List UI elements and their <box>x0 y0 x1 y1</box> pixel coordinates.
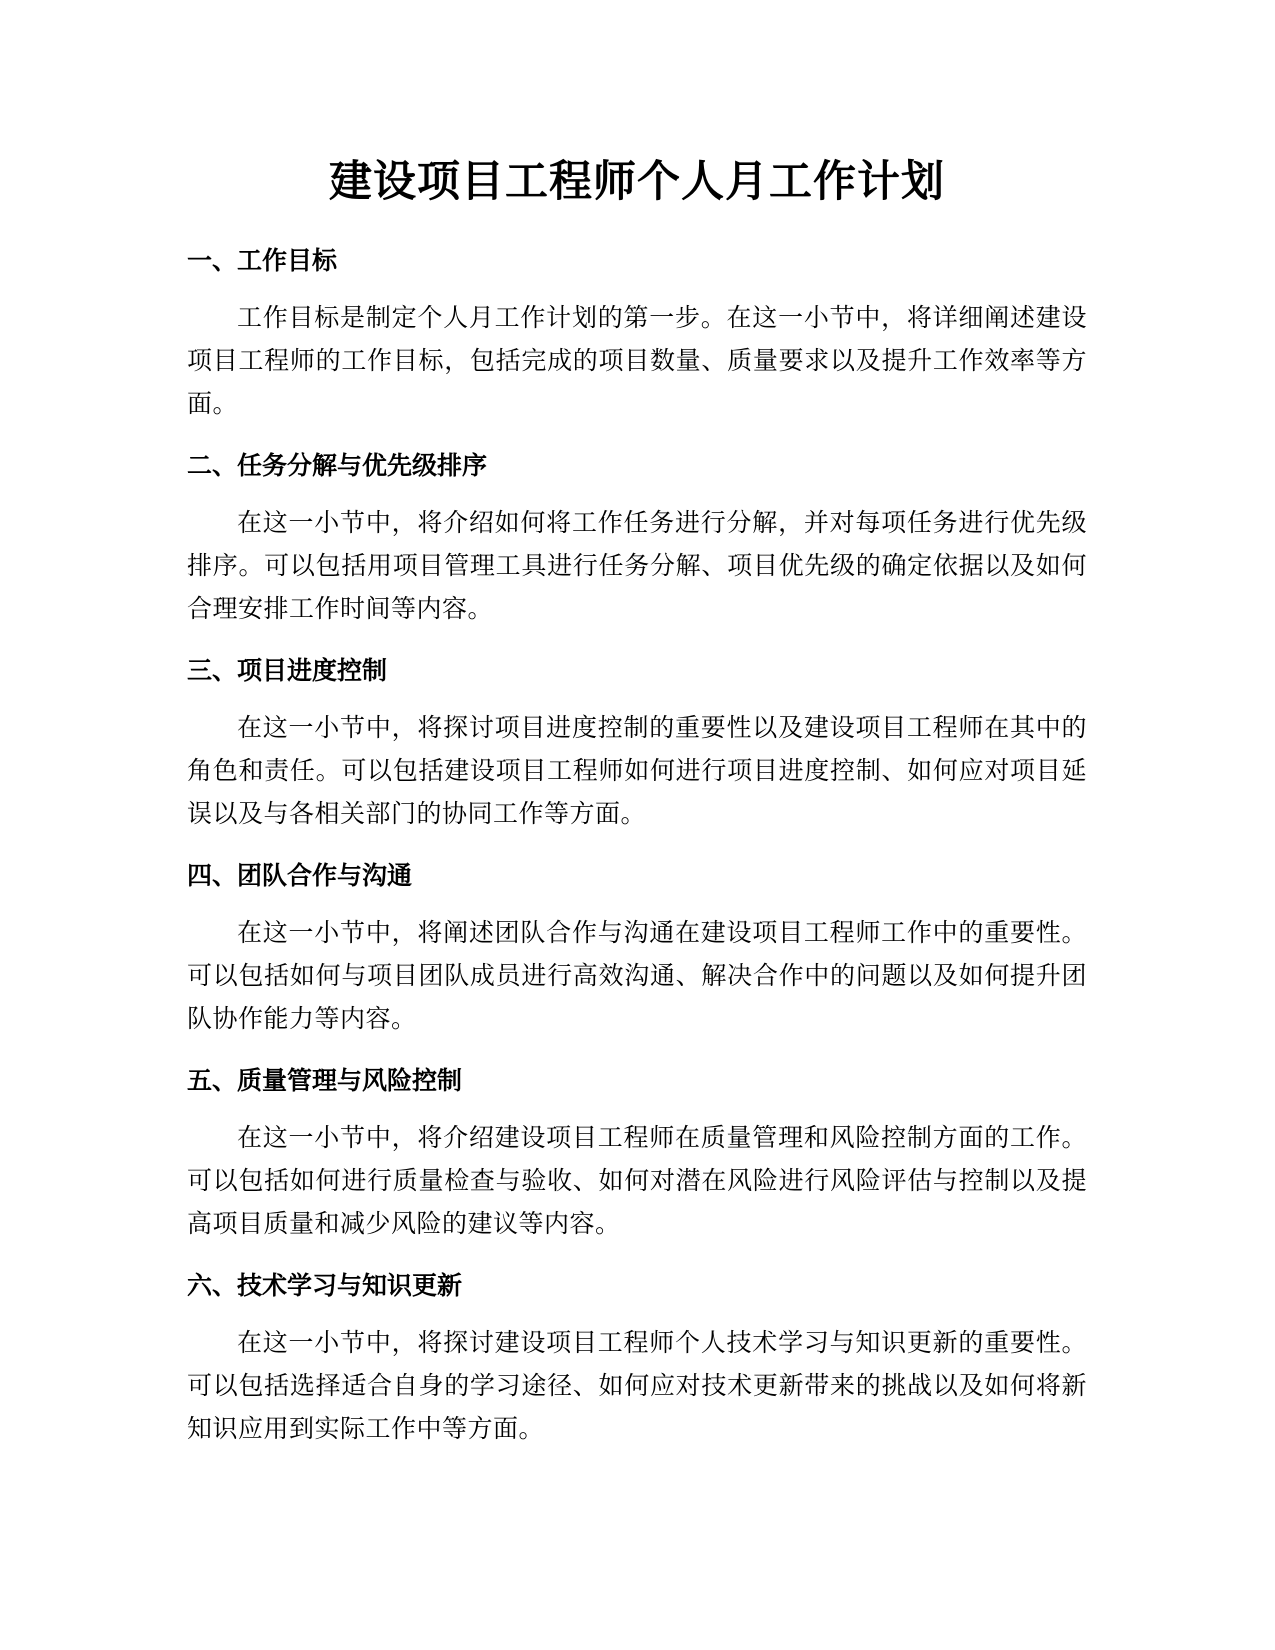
section-paragraph: 在这一小节中，将介绍建设项目工程师在质量管理和风险控制方面的工作。可以包括如何进行质量检查与验收、如何对潜在风险进行风险评估与控制以及提高项目质量和减少风险的建议等内容。 <box>187 1123 1087 1238</box>
document-page <box>187 140 1087 1450</box>
spacer <box>187 1303 1087 1321</box>
section-task-breakdown <box>187 449 1087 630</box>
section-heading: 六、技术学习与知识更新 <box>187 1271 463 1300</box>
section-schedule-control <box>187 654 1087 835</box>
section-heading: 二、任务分解与优先级排序 <box>187 451 488 480</box>
section-paragraph: 在这一小节中，将介绍如何将工作任务进行分解，并对每项任务进行优先级排序。可以包括用项目管理工具进行任务分解、项目优先级的确定依据以及如何合理安排工作时间等内容。 <box>187 508 1087 623</box>
spacer <box>187 425 1087 449</box>
spacer <box>187 893 1087 911</box>
spacer <box>187 224 1087 244</box>
spacer <box>187 1245 1087 1269</box>
section-quality-risk <box>187 1064 1087 1245</box>
section-paragraph: 工作目标是制定个人月工作计划的第一步。在这一小节中，将详细阐述建设项目工程师的工作目标，包括完成的项目数量、质量要求以及提升工作效率等方面。 <box>187 303 1087 418</box>
spacer <box>187 835 1087 859</box>
section-paragraph: 在这一小节中，将阐述团队合作与沟通在建设项目工程师工作中的重要性。可以包括如何与项目团队成员进行高效沟通、解决合作中的问题以及如何提升团队协作能力等内容。 <box>187 918 1087 1033</box>
spacer <box>187 688 1087 706</box>
section-paragraph: 在这一小节中，将探讨项目进度控制的重要性以及建设项目工程师在其中的角色和责任。可以包括建设项目工程师如何进行项目进度控制、如何应对项目延误以及与各相关部门的协同工作等方面。 <box>187 713 1087 828</box>
section-teamwork <box>187 859 1087 1040</box>
spacer <box>187 630 1087 654</box>
section-heading: 一、工作目标 <box>187 246 338 275</box>
spacer <box>187 483 1087 501</box>
spacer <box>187 278 1087 296</box>
section-tech-learning <box>187 1269 1087 1450</box>
section-heading: 四、团队合作与沟通 <box>187 861 413 890</box>
document-title: 建设项目工程师个人月工作计划 <box>329 157 945 207</box>
section-heading: 五、质量管理与风险控制 <box>187 1066 463 1095</box>
spacer <box>187 1040 1087 1064</box>
spacer <box>187 1098 1087 1116</box>
section-paragraph: 在这一小节中，将探讨建设项目工程师个人技术学习与知识更新的重要性。可以包括选择适合自身的学习途径、如何应对技术更新带来的挑战以及如何将新知识应用到实际工作中等方面。 <box>187 1328 1087 1443</box>
section-work-goals <box>187 244 1087 425</box>
section-heading: 三、项目进度控制 <box>187 656 388 685</box>
